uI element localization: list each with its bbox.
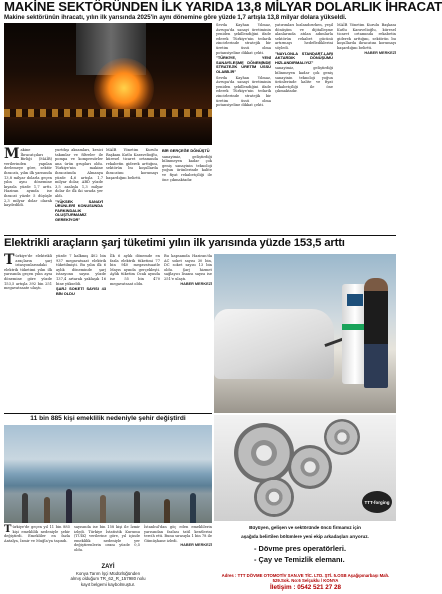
article3-col3 [144, 525, 212, 562]
article3-photo-seaside [4, 425, 212, 523]
floor-shadow [4, 119, 212, 145]
article1-intro: akine İhracatçıları Birliği (MAİB) verilerinden yapılan derlemeye göre, sektör ihracatı, yılın ilk yarısında 13,8 milyar dolarla geçen yılın aynı dönemine kıyasla yüzde 1,7 arttı. Haziran ayında ise ihracat yüzde 5 düşüşle 2,3 milyar dolar olarak kaydedildi. [4, 148, 52, 208]
article1-col3 [106, 148, 158, 234]
zayi-line3: kayıt belgemi kaybolmuştur. [80, 581, 136, 587]
article1-subheadline: Makine sektörünün ihracatı, yılın ilk yarısında 2025'in aynı dönemine göre yüzde 1,7 artışla 13,8 milyar dolara yükseldi. [4, 14, 347, 21]
article2-dropcap: T [4, 252, 15, 268]
article2-col2 [56, 254, 106, 412]
article2-col1-text: ürkiye'de elektrikli araçların şarj istasyonlarındaki elektrik tüketimi yılın ilk yarısında geçen yılın aynı dönemine göre yüzde 153,5 artışla 392 bin 251 megavatsaate ulaştı. [4, 254, 52, 291]
article1-col2 [55, 148, 103, 234]
article1-col4-text: sanayimiz, geliştirdiği bilinmeyen kadar çok geniş sanayinin teknoloji yoğun ürünlerinde kalite ve fiyat rekabetçiliği ile öne çıkmaktadır. [162, 154, 212, 182]
person-figure [364, 278, 388, 388]
article1-col1 [4, 148, 52, 234]
ad-line2: aşağıda belirtilen bölümlere yeni ekip arkadaşları arıyoruz. [241, 534, 369, 539]
person-silhouette [164, 499, 170, 523]
article3-byline: HABER MERKEZİ [180, 543, 212, 548]
ad-item1: - Dövme pres operatörleri. [254, 544, 347, 553]
zayi-title: ZAYİ [101, 564, 115, 570]
article1-col3-text: MAİB Yönetim Kurulu Başkanı Kutlu Karavelioğlu, küresel ticaret ortamında rekabetin giderek arttığını, sektörün bu koşullarda ihracatını korumayı başardığını belirtti. [106, 148, 158, 180]
zayi-line2: almış olduğum TR_62_R_157980 nolu [70, 576, 146, 582]
article1-col4 [162, 148, 212, 234]
decorative-band [4, 109, 212, 117]
article2-col3-text: İlk 6 aylık dönemde en fazla elektrik tüketimi 77 bin 940 megavatsaatle Mayıs ayında gerçekleşti. Aylık tüketim Ocak ayında ise 55 bin 470 megavatsaat oldu. [110, 254, 160, 286]
person-silhouette [22, 493, 28, 523]
zayi-line1: Konya Tarım İşçi Müdürlüğünden [75, 571, 141, 576]
article1-col7-text: MAİB Yönetim Kurulu Başkanı Kutlu Karavelioğlu, küresel ticaret ortamında rekabetin giderek arttığını, sektörün bu koşullarda ihracatını korumayı başardığını belirtti. [337, 23, 396, 50]
article1-subhead4: "TÜRKİYE, YENİ SANAYİLEŞME DÖNEMİNDE STRATEJİK ÜRETİM ÜSSÜ OLABİLİR" [216, 55, 271, 74]
ad-contact [214, 573, 396, 593]
article1-col6 [275, 23, 333, 233]
ad-item2: - Çay ve Temizlik elemanı. [254, 555, 345, 564]
article3-col2 [74, 525, 140, 562]
article2-photo-ev-charging [214, 254, 396, 413]
article1-col5 [216, 23, 271, 233]
article1-dropcap: M [4, 146, 20, 162]
section-divider-2 [4, 413, 212, 414]
zayi-notice [4, 564, 212, 592]
article2-headline: Elektrikli araçların şarj tüketimi yılın ilk yarısında yüzde 153,5 arttı [4, 237, 345, 249]
article3-col2-text: sayısında ise bin 158 kişi ile İzmir izledi. Türkiye İstatistik Kurumu (TÜİK) verilerine göre, yıl içinde emeklilik nedeniyle yer değiştirenlerin oranı yüzde 0,5 oldu. [74, 525, 140, 552]
section-divider-1 [4, 235, 396, 236]
charger-screen [347, 294, 363, 306]
article2-col1 [4, 254, 52, 412]
article1-headline: MAKİNE SEKTÖRÜNDEN İLK YARIDA 13,8 MİLYAR DOLARLIK İHRACAT [4, 0, 442, 14]
person-silhouette [44, 497, 50, 523]
ad-phone: İletişim : 0542 521 27 28 [269, 584, 342, 591]
article2-col4-text: Bu kapsamda Haziran'da AC soket sayısı 30 bin, DC soket sayısı 13 bin oldu. Şarj hizmet sağlayıcı lisansı sayısı ise 251'e ulaştı. [164, 254, 212, 281]
person-silhouette [134, 491, 140, 523]
article2-col3 [110, 254, 160, 412]
person-silhouette [66, 489, 72, 523]
article3-col1-text: ürkiye'de geçen yıl 11 bin 885 kişi emeklilik nedeniyle şehir değiştirdi. Emekliler en fazla Antalya, İzmir ve Muğla'ya taşındı. [4, 525, 70, 543]
person-silhouette [190, 493, 196, 523]
article1-col5-text: Sevda Kayhan Yılmaz, Avrupa'da sanayi üretiminin yeniden şekillendiğini ifade ederek Türkiye'nin tedarik zincirlerinde stratejik bir üretim üssü olma potansiyeline dikkat çekti. [216, 23, 271, 55]
article1-col7 [337, 23, 396, 233]
ad-line1: Büyüyen, gelişen ve sektöründe öncü firmamız için [249, 525, 361, 530]
job-advertisement [214, 415, 396, 593]
gear-icon [254, 477, 294, 517]
article1-photo-machine [4, 23, 212, 145]
article2-byline: HABER MERKEZİ [180, 281, 212, 286]
article1-col5-more: Sevda Kayhan Yılmaz, Avrupa'da sanayi üretiminin yeniden şekillendiğini ifade ederek Türkiye'nin tedarik zincirlerinde stratejik bir üretim üssü olma potansiyeline dikkat çekti. [216, 75, 271, 108]
article2-subhead2: ŞARJ SOKETİ SAYISI 43 BİN OLDU [56, 286, 106, 296]
article3-col3-text: İstanbul'dan göç eden emeklilerin yarısından fazlası tatil kentlerini tercih etti. Bunu sırasıyla 1 bin 78 ile Gümüşhane izledi. [144, 525, 212, 543]
article3-title: 11 bin 885 kişi emeklilik nedeniyle şehir değiştirdi [30, 415, 186, 422]
electric-car-shape [214, 309, 334, 379]
article1-col6-more: sanayimiz, geliştirdiği bilinmeyen kadar çok geniş sanayinin teknoloji yoğun ürünlerinde kalite ve fiyat rekabetçiliği ile öne çıkmaktadır. [275, 66, 333, 94]
article2-col4 [164, 254, 212, 412]
person-silhouette [100, 495, 106, 523]
gear-icon [288, 445, 332, 489]
article1-subhead3: BİR GERÇEĞE DÖNÜŞTÜ [162, 148, 210, 153]
article3-col1 [4, 525, 70, 562]
article1-col2-text: yurtdışı aksamları, kesici takımlar ve filtreler ile pompa ve kompresörler ana ürün grupları oldu. Türkiye'nin makine ihracatında Almanya yüzde 4,6 artışla 1,7 milyar dolar, ABD yüzde 3,5 azalışla 1,3 milyar dolar ile ilk iki sırada yer aldı. [55, 148, 103, 198]
article1-subhead5: "NAYLONLA STANDART-LARI AKTARDIK DÖNÜŞÜMÜ HIZLANDIRMALIYIZ" [275, 50, 333, 65]
article2-col2-text: yüzde 7 kalkmış 402 bin 937 megavatsaat elektrik tüketilmişti. Bu yılın ilk 6 aylık döneminde şarj istasyonu sayısı yüzde 137,4 artarak yaklaşık 16 bine yükseldi. [56, 254, 106, 286]
article1-subhead2: "YÜKSEK SANAYİ ÜRÜNLERİ KONUSUNDA FARKINDALIK OLUŞTURMAMIZ GEREKİYOR" [55, 198, 103, 222]
article1-col6-text: yatırımları hızlandırırken, yeşil dönüşüm ve dijitalleşme alanlarında atılan adımlarla sektörün rekabet gücünü artırmayı hedeflediklerini söyledi. [275, 23, 333, 50]
ad-address: Adres : TTT DÖVME OTOMOTİV SAN.VE TİC. LTD. ŞTİ. 5.OSB Aşağıpınarbaşı Mah. 529.Sok. No:6 Selçuklu / KONYA [221, 573, 390, 584]
ad-image-gears [214, 415, 396, 521]
ttt-forging-logo: TTT-forging [362, 491, 392, 513]
article1-byline: HABER MERKEZİ [364, 50, 396, 55]
article3-dropcap: T [4, 524, 12, 535]
gear-icon [234, 423, 294, 483]
gear-icon [324, 419, 360, 455]
